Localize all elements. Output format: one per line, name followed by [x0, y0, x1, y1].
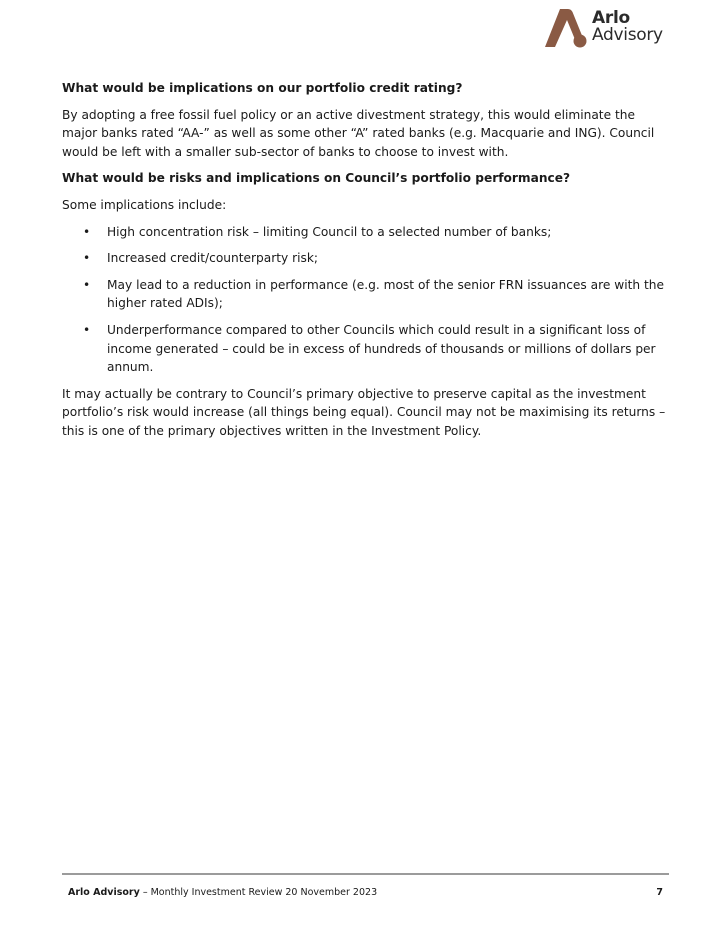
page-footer: [68, 886, 663, 900]
arlo-logo-mark-icon: [543, 7, 589, 49]
page-number: 7: [656, 887, 663, 898]
list-item-text: May lead to a reduction in performance (e.g. most of the senior FRN issuances are with the higher rated ADIs);: [107, 277, 664, 311]
list-item: [62, 276, 669, 313]
logo-text-line1: Arlo: [592, 8, 630, 28]
paragraph-implications-intro: Some implications include:: [62, 197, 227, 212]
list-item-text: High concentration risk – limiting Council to a selected number of banks;: [107, 224, 552, 239]
list-item-text: Underperformance compared to other Councils which could result in a significant loss of income generated – could be in excess of hundreds of thousands or millions of dollars per annum.: [107, 322, 656, 375]
logo-text-line2: Advisory: [592, 25, 663, 45]
bullet-icon: •: [83, 277, 91, 292]
list-item: [62, 321, 669, 377]
implications-list: [62, 223, 669, 377]
list-item: [62, 223, 669, 242]
bullet-icon: •: [83, 224, 91, 239]
document-body: [62, 79, 669, 449]
list-item-text: Increased credit/counterparty risk;: [107, 251, 319, 266]
section-heading-credit-rating: What would be implications on our portfolio credit rating?: [62, 81, 463, 95]
footer-title: – Monthly Investment Review 20 November 2023: [139, 887, 378, 898]
footer-brand: Arlo Advisory: [68, 887, 140, 898]
paragraph-conclusion: It may actually be contrary to Council’s primary objective to preserve capital as the investment portfolio’s risk would increase (all things being equal). Council may not be maximising its returns – this is one of the primary objectives written in the Investment Policy.: [62, 386, 666, 438]
paragraph-credit-rating: By adopting a free fossil fuel policy or an active divestment strategy, this would eliminate the major banks rated “AA-” as well as some other “A” rated banks (e.g. Macquarie and ING). Council would be left with a smaller sub-sector of banks to choose to invest with.: [62, 107, 655, 159]
section-heading-risks: What would be risks and implications on Council’s portfolio performance?: [62, 171, 571, 186]
logo-wordmark: [592, 10, 663, 44]
list-item: [62, 249, 669, 268]
bullet-icon: •: [83, 251, 91, 266]
footer-divider: [62, 873, 669, 875]
arlo-advisory-logo: [543, 7, 669, 49]
bullet-icon: •: [83, 322, 91, 337]
